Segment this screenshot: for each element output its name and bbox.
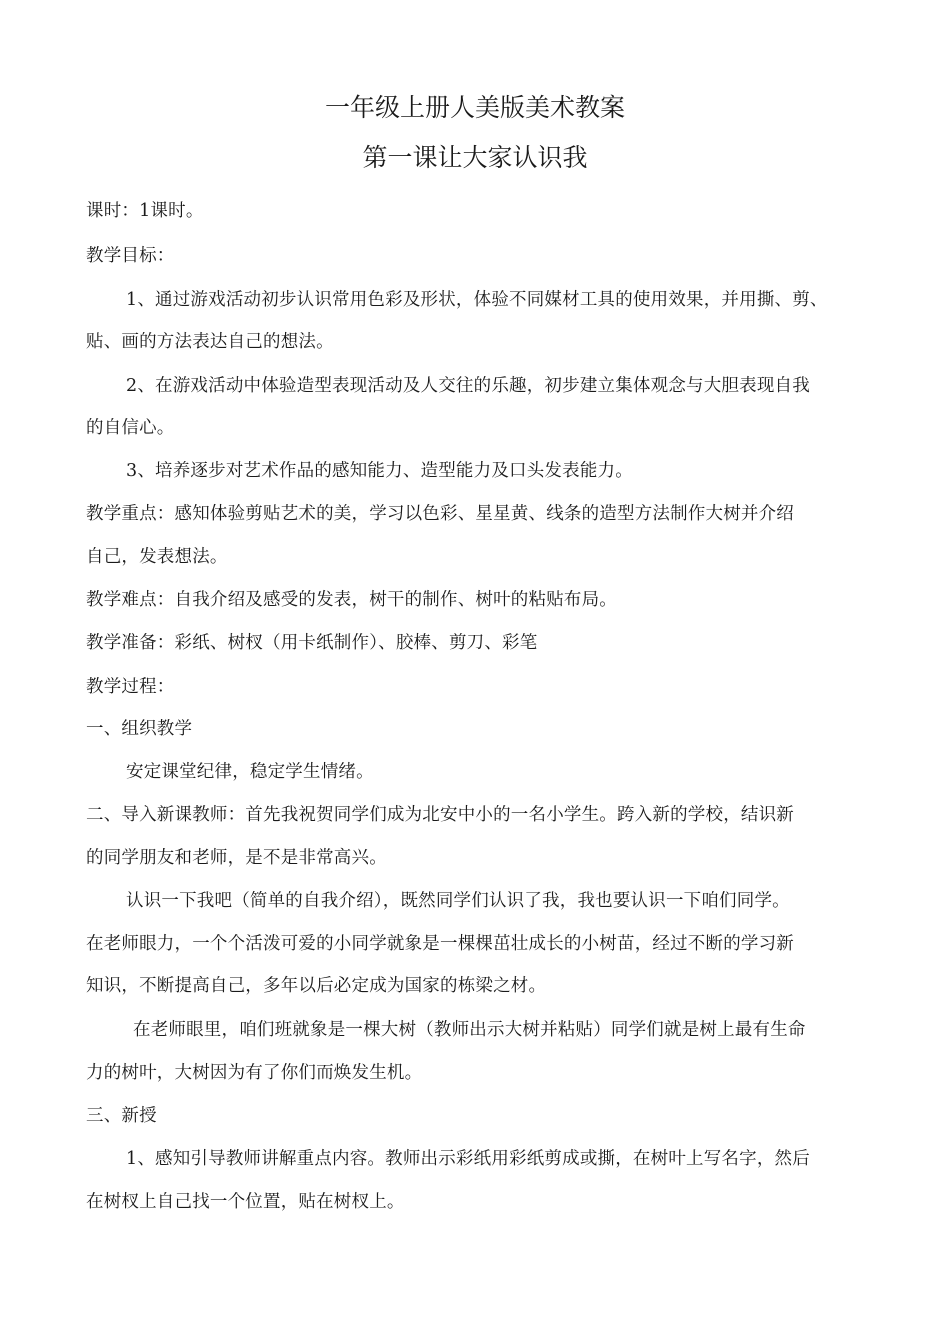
text-line: 1、感知引导教师讲解重点内容。教师出示彩纸用彩纸剪成或撕，在树叶上写名字，然后 bbox=[126, 1149, 810, 1169]
text-line-process-heading: 教学过程： bbox=[86, 677, 175, 697]
text-line: 知识，不断提高自己，多年以后必定成为国家的栋梁之材。 bbox=[86, 976, 547, 996]
text-line: 3、培养逐步对艺术作品的感知能力、造型能力及口头发表能力。 bbox=[126, 461, 633, 481]
text-line: 在老师眼力，一个个活泼可爱的小同学就象是一棵棵茁壮成长的小树苗，经过不断的学习新 bbox=[86, 934, 794, 954]
text-line: 自己，发表想法。 bbox=[86, 547, 228, 567]
section-heading-3: 三、新授 bbox=[86, 1106, 157, 1126]
text-line: 在老师眼里，咱们班就象是一棵大树（教师出示大树并粘贴）同学们就是树上最有生命 bbox=[133, 1020, 806, 1040]
text-line: 力的树叶，大树因为有了你们而焕发生机。 bbox=[86, 1063, 423, 1083]
text-line-objectives-heading: 教学目标： bbox=[86, 246, 175, 266]
text-line: 认识一下我吧（简单的自我介绍），既然同学们认识了我，我也要认识一下咱们同学。 bbox=[126, 891, 790, 911]
text-line-key-points: 教学重点：感知体验剪贴艺术的美，学习以色彩、星星黄、线条的造型方法制作大树并介绍 bbox=[86, 504, 794, 524]
text-line: 2、在游戏活动中体验造型表现活动及人交往的乐趣，初步建立集体观念与大胆表现自我 bbox=[126, 376, 810, 396]
document-title: 一年级上册人美版美术教案 bbox=[324, 93, 625, 122]
text-line: 贴、画的方法表达自己的想法。 bbox=[86, 332, 334, 352]
text-line: 1、通过游戏活动初步认识常用色彩及形状，体验不同媒材工具的使用效果，并用撕、剪、 bbox=[126, 290, 828, 310]
text-line: 的同学朋友和老师，是不是非常高兴。 bbox=[86, 848, 387, 868]
text-line-class-hours: 课时：1课时。 bbox=[86, 201, 204, 221]
text-line: 的自信心。 bbox=[86, 418, 175, 438]
section-heading-2: 二、导入新课教师：首先我祝贺同学们成为北安中小的一名小学生。跨入新的学校，结识新 bbox=[86, 805, 794, 825]
lesson-title: 第一课让大家认识我 bbox=[362, 143, 588, 172]
text-line-difficulties: 教学难点：自我介绍及感受的发表，树干的制作、树叶的粘贴布局。 bbox=[86, 590, 617, 610]
section-heading-1: 一、组织教学 bbox=[86, 719, 193, 739]
text-line-preparation: 教学准备：彩纸、树杈（用卡纸制作）、胶棒、剪刀、彩笔 bbox=[86, 633, 538, 653]
text-line: 在树杈上自己找一个位置，贴在树杈上。 bbox=[86, 1192, 405, 1212]
text-line: 安定课堂纪律，稳定学生情绪。 bbox=[126, 762, 374, 782]
